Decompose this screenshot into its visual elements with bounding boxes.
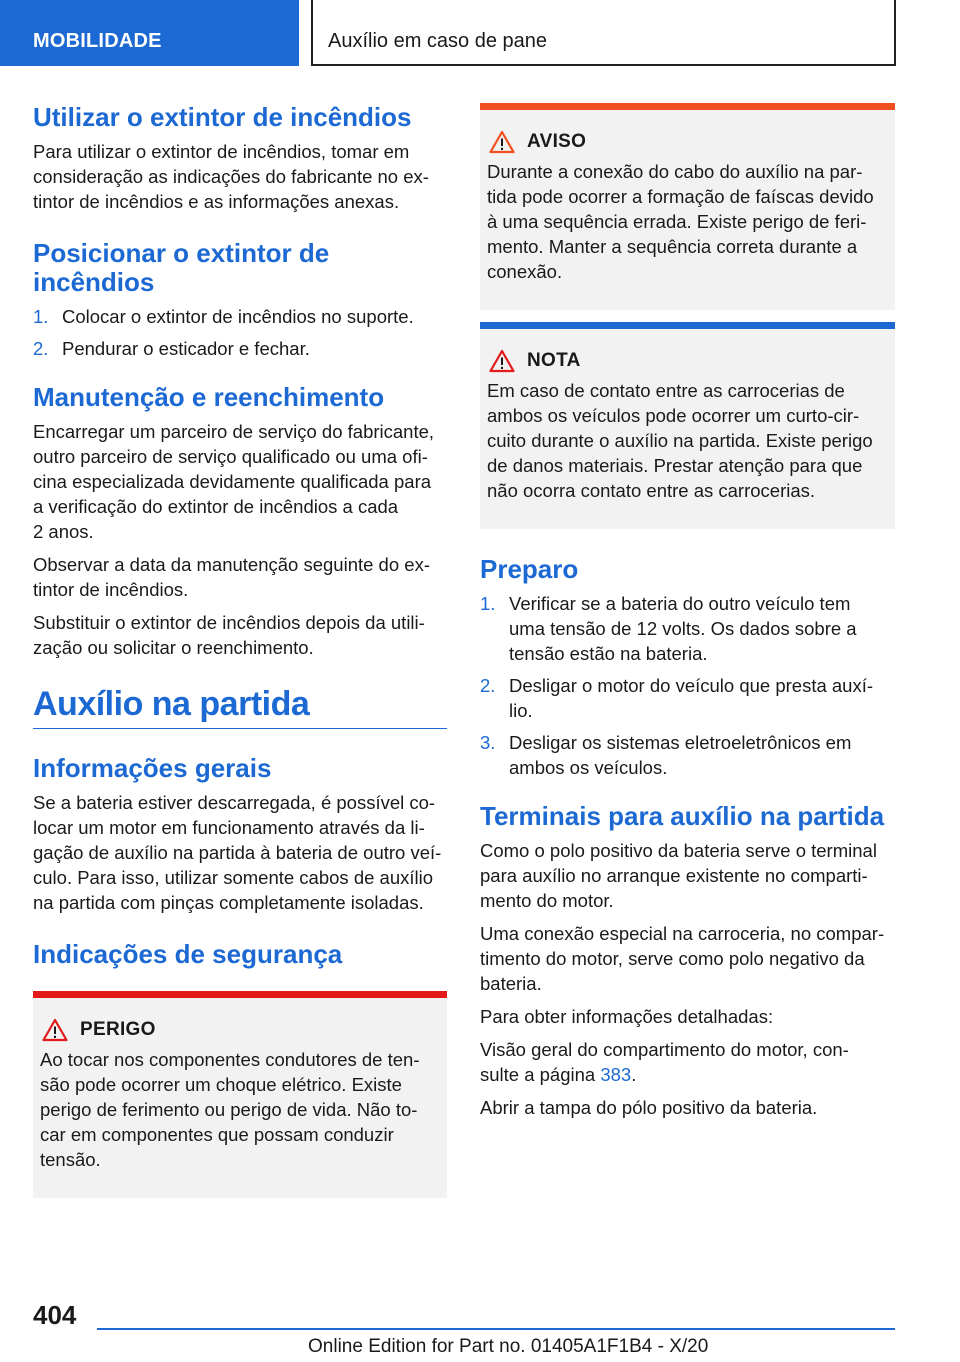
list-item: 3. Desligar os sistemas eletroeletrônicos em ambos os veículos.: [480, 732, 852, 778]
chapter-tab: [311, 0, 896, 66]
list-preparation-steps: [480, 591, 895, 780]
paragraph-maintenance-2: Observar a data da manutenção seguinte do ex- tintor de incêndios.: [33, 554, 430, 600]
heading-maintenance: Manutenção e reenchimento: [33, 382, 385, 412]
paragraph-maintenance-3: Substituir o extintor de incêndios depois da utili- zação ou solicitar o reenchimento.: [33, 612, 425, 658]
paragraph-use-extinguisher: Para utilizar o extintor de incêndios, tomar em consideração as indicações do fabricante no ex- tintor de incêndios e as informações anexas.: [33, 141, 429, 212]
right-column: [480, 103, 895, 1120]
danger-text: Ao tocar nos componentes condutores de ten- são pode ocorrer um choque elétrico. Existe perigo de ferimento ou perigo de vida. Não to- car em componentes que possam conduzir tensão.: [40, 1049, 420, 1170]
danger-label: PERIGO: [80, 1019, 156, 1040]
note-label: NOTA: [527, 350, 581, 371]
footer-rule: [97, 1328, 895, 1330]
paragraph-terminals-1: Como o polo positivo da bateria serve o terminal para auxílio no arranque existente no comparti- mento do motor.: [480, 840, 877, 911]
page-link-383[interactable]: 383: [600, 1064, 632, 1085]
heading-use-extinguisher: Utilizar o extintor de incêndios: [33, 102, 412, 132]
note-notice: [480, 322, 895, 529]
heading-jump-start-terminals: Terminais para auxílio na partida: [480, 801, 885, 831]
paragraph-terminals-2: Uma conexão especial na carroceria, no compar- timento do motor, serve como polo negativo da bateria.: [480, 923, 885, 994]
list-item: 1. Verificar se a bateria do outro veículo tem uma tensão de 12 volts. Os dados sobre a tensão estão na bateria.: [480, 593, 857, 664]
chapter-heading-jump-start: Auxílio na partida: [33, 685, 310, 723]
heading-position-extinguisher: Posicionar o extintor de incêndios: [33, 238, 330, 297]
paragraph-terminals-4: Visão geral do compartimento do motor, con- sulte a página 383.: [480, 1039, 849, 1085]
paragraph-maintenance-1: Encarregar um parceiro de serviço do fabricante, outro parceiro de serviço qualificado ou uma ofi- cina especializada devidamente qualificada para a verificação do extintor de incêndios a cada 2 anos.: [33, 421, 435, 542]
left-column: [33, 103, 447, 1198]
chapter-rule: [33, 728, 447, 729]
paragraph-general-info: Se a bateria estiver descarregada, é possível co- locar um motor em funcionamento através da li- gação de auxílio na partida à bateria de outro veí- culo. Para isso, utilizar somente cabos de auxílio na partida com pinças completamente isoladas.: [33, 792, 442, 913]
footer-edition: Online Edition for Part no. 01405A1F1B4 - X/20: [308, 1336, 709, 1357]
list-item: 1. Colocar o extintor de incêndios no suporte.: [33, 306, 414, 327]
section-tab: [0, 0, 299, 66]
warning-triangle-icon: [489, 349, 515, 373]
list-position-steps: [33, 304, 447, 361]
heading-general-info: Informações gerais: [33, 753, 272, 783]
list-item: 2. Desligar o motor do veículo que presta auxí- lio.: [480, 675, 874, 721]
heading-safety: Indicações de segurança: [33, 939, 343, 969]
list-item: 2. Pendurar o esticador e fechar.: [33, 338, 310, 359]
warning-triangle-icon: [42, 1018, 68, 1042]
warning-triangle-icon: [489, 130, 515, 154]
danger-notice: [33, 991, 447, 1198]
section-title: MOBILIDADE: [33, 30, 162, 52]
page-header: [0, 0, 960, 66]
heading-preparation: Preparo: [480, 554, 579, 584]
warning-text: Durante a conexão do cabo do auxílio na par- tida pode ocorrer a formação de faíscas devido à uma sequência errada. Existe perigo de feri- mento. Manter a sequência correta durante a conexão.: [487, 161, 874, 282]
paragraph-terminals-3: Para obter informações detalhadas:: [480, 1006, 774, 1027]
paragraph-terminals-5: Abrir a tampa do pólo positivo da bateria.: [480, 1097, 818, 1118]
warning-notice: [480, 103, 895, 310]
note-text: Em caso de contato entre as carrocerias de ambos os veículos pode ocorrer um curto-cir- cuito durante o auxílio na partida. Existe perigo de danos materiais. Prestar atenção para que não ocorra contato entre as carrocerias.: [487, 380, 873, 501]
warning-label: AVISO: [527, 131, 587, 152]
chapter-title: Auxílio em caso de pane: [328, 30, 548, 52]
page-number: 404: [33, 1300, 77, 1330]
